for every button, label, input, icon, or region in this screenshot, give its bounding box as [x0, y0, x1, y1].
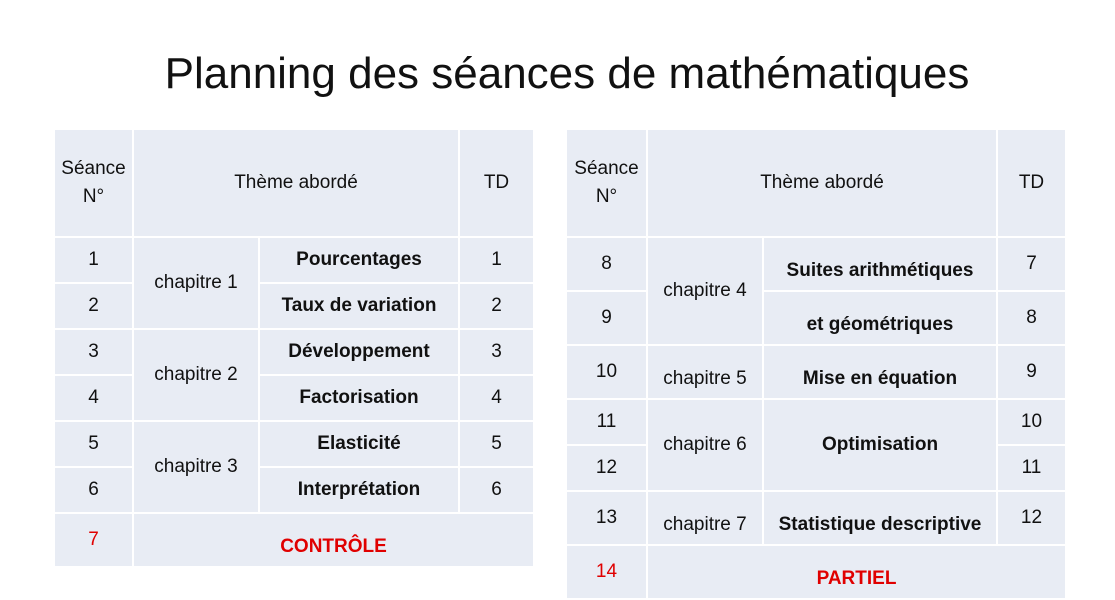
- table-row: [55, 284, 533, 328]
- exam-seance-number: 7: [55, 514, 132, 566]
- td-number: 5: [460, 422, 533, 466]
- table-row: [55, 330, 533, 374]
- header-seance: Séance N°: [567, 130, 646, 236]
- seance-number: 4: [55, 376, 132, 420]
- table-row: [55, 422, 533, 466]
- td-number: 8: [998, 292, 1065, 344]
- seance-number: 9: [567, 292, 646, 344]
- seance-number: 8: [567, 238, 646, 290]
- topic-cell: Factorisation: [260, 376, 458, 420]
- seance-number: 10: [567, 346, 646, 398]
- table-row: [567, 238, 1065, 290]
- chapter-label: chapitre 4: [648, 238, 762, 344]
- chapter-label: chapitre 2: [134, 330, 258, 420]
- seance-number: 12: [567, 446, 646, 490]
- table-row: [55, 468, 533, 512]
- chapter-label: chapitre 1: [134, 238, 258, 328]
- table-row: [55, 376, 533, 420]
- td-number: 9: [998, 346, 1065, 398]
- right-schedule-table: [565, 128, 1067, 600]
- topic-cell: Interprétation: [260, 468, 458, 512]
- exam-seance-number: 14: [567, 546, 646, 598]
- td-number: 4: [460, 376, 533, 420]
- table-row: [567, 400, 1065, 444]
- topic-cell: Taux de variation: [260, 284, 458, 328]
- topic-cell: Mise en équation: [764, 346, 996, 398]
- table-row: [567, 292, 1065, 344]
- seance-number: 3: [55, 330, 132, 374]
- td-number: 2: [460, 284, 533, 328]
- exam-row: [55, 514, 533, 566]
- left-schedule-table: [53, 128, 535, 568]
- page-title: Planning des séances de mathématiques: [164, 49, 970, 98]
- chapter-label: chapitre 7: [648, 492, 762, 544]
- header-seance: Séance N°: [55, 130, 132, 236]
- seance-number: 13: [567, 492, 646, 544]
- seance-number: 5: [55, 422, 132, 466]
- td-number: 6: [460, 468, 533, 512]
- td-number: 3: [460, 330, 533, 374]
- header-td: TD: [998, 130, 1065, 236]
- topic-cell: Statistique descriptive: [764, 492, 996, 544]
- header-theme: Thème abordé: [648, 130, 996, 236]
- topic-cell: Développement: [260, 330, 458, 374]
- exam-label: CONTRÔLE: [134, 514, 533, 566]
- table-row: [567, 492, 1065, 544]
- td-number: 1: [460, 238, 533, 282]
- table-header-row: [55, 130, 533, 236]
- seance-number: 6: [55, 468, 132, 512]
- td-number: 10: [998, 400, 1065, 444]
- chapter-label: chapitre 5: [648, 346, 762, 398]
- header-theme: Thème abordé: [134, 130, 458, 236]
- topic-cell: Elasticité: [260, 422, 458, 466]
- exam-label: PARTIEL: [648, 546, 1065, 598]
- topic-cell: Optimisation: [764, 400, 996, 490]
- td-number: 11: [998, 446, 1065, 490]
- table-row: [55, 238, 533, 282]
- seance-number: 11: [567, 400, 646, 444]
- exam-row: [567, 546, 1065, 598]
- chapter-label: chapitre 6: [648, 400, 762, 490]
- seance-number: 2: [55, 284, 132, 328]
- topic-cell: Suites arithmétiques: [764, 238, 996, 290]
- td-number: 7: [998, 238, 1065, 290]
- td-number: 12: [998, 492, 1065, 544]
- table-header-row: [567, 130, 1065, 236]
- topic-cell: Pourcentages: [260, 238, 458, 282]
- topic-cell: et géométriques: [764, 292, 996, 344]
- header-td: TD: [460, 130, 533, 236]
- seance-number: 1: [55, 238, 132, 282]
- table-row: [567, 346, 1065, 398]
- chapter-label: chapitre 3: [134, 422, 258, 512]
